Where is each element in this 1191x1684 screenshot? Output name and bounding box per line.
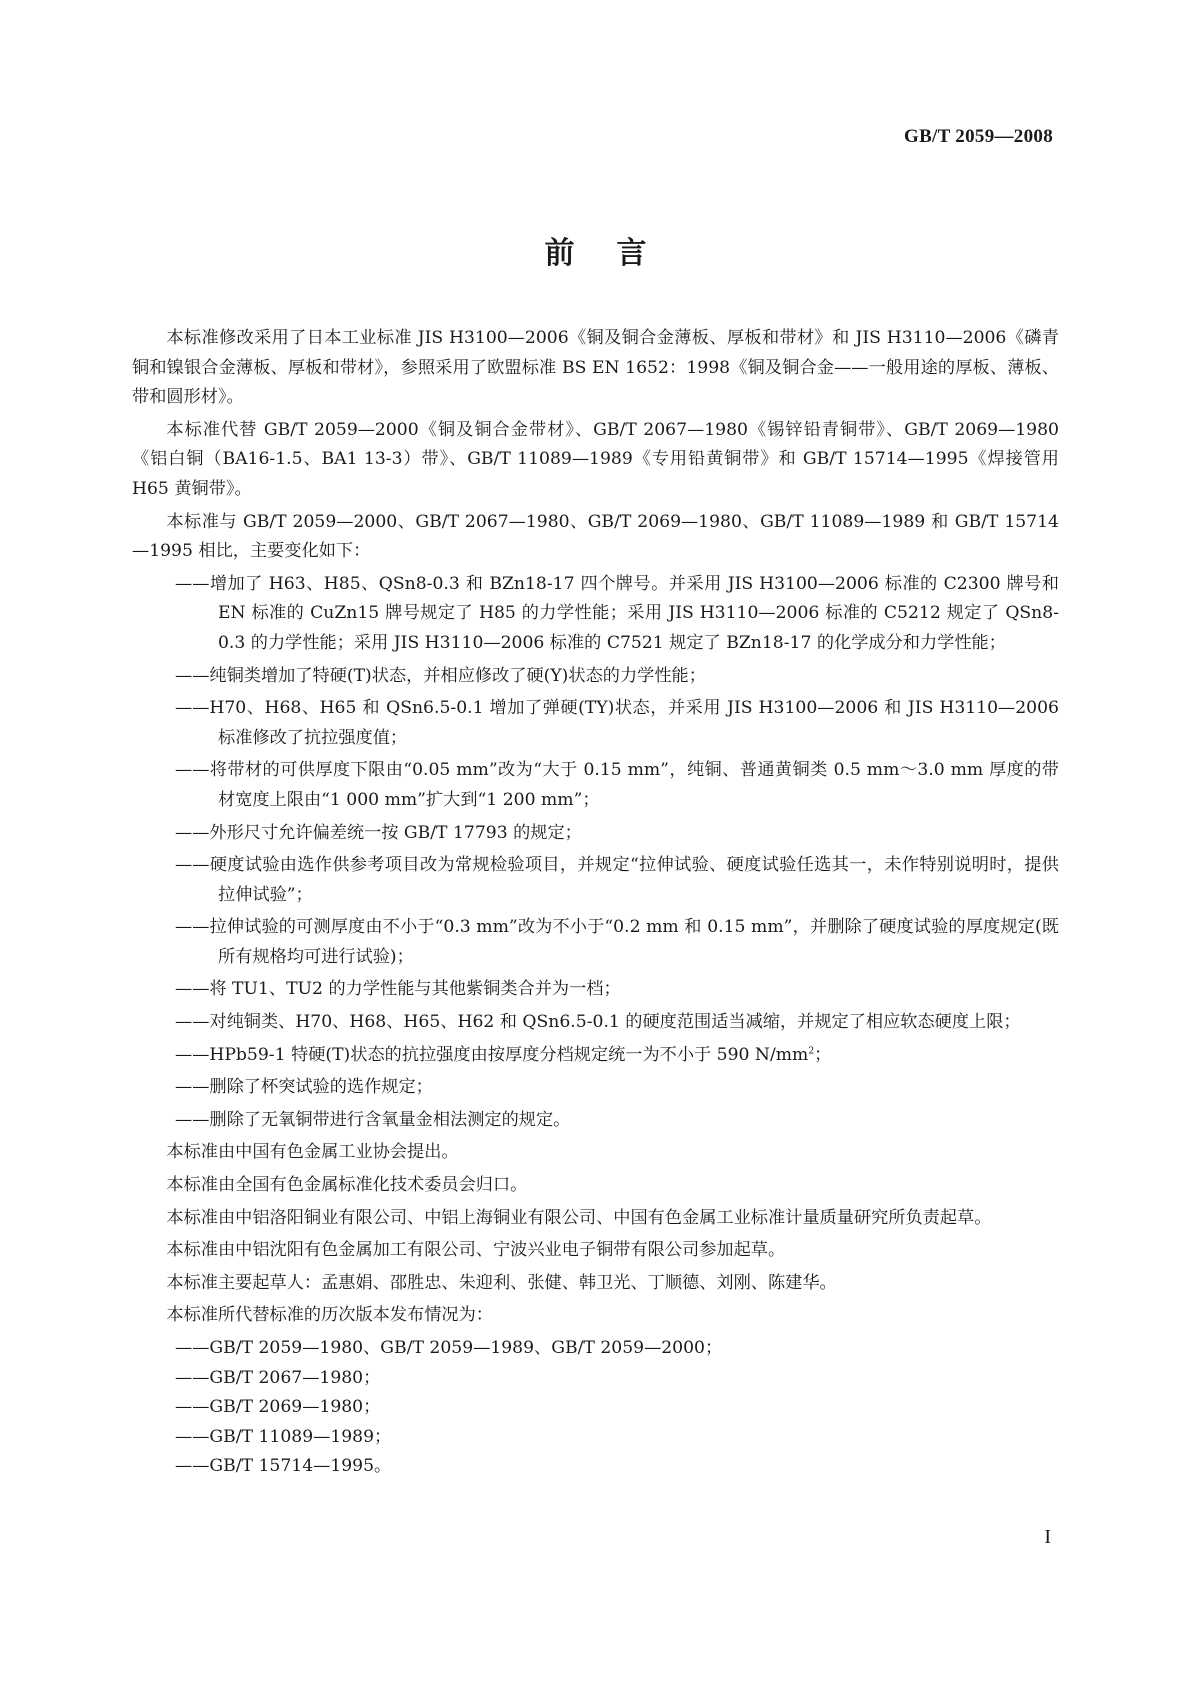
- paragraph-drafters: 本标准由中铝洛阳铜业有限公司、中铝上海铜业有限公司、中国有色金属工业标准计量质量研究所负责起草。: [166, 1207, 992, 1228]
- history-item: ——GB/T 2059—1980、GB/T 2059—1989、GB/T 2059—2000；: [175, 1338, 723, 1358]
- change-item-end: ；: [814, 1044, 832, 1065]
- change-item: ——增加了 H63、H85、QSn8-0.3 和 BZn18-17 四个牌号。并采用 JIS H3100—2006 标准的 C2300 牌号和 EN 标准的 CuZn15 牌号规定了 H85 的力学性能；采用 JIS H3110—2006 标准的 C5212 规定了 QSn8-0.3 的力学性能；采用 JIS H3110—2006 标准的 C7521 规定了 BZn18-17 的化学成分和力学性能；: [175, 573, 1059, 653]
- paragraph-proposer: 本标准由中国有色金属工业协会提出。: [166, 1142, 459, 1163]
- change-item: ——硬度试验由选作供参考项目改为常规检验项目，并规定“拉伸试验、硬度试验任选其一，未作特别说明时，提供拉伸试验”；: [175, 855, 1059, 905]
- paragraph-main-drafters: 本标准主要起草人：孟惠娟、邵胜忠、朱迎利、张健、韩卫光、丁顺德、刘刚、陈建华。: [166, 1272, 837, 1293]
- document-body: [132, 324, 1059, 1482]
- page-number: I: [1044, 1526, 1051, 1548]
- paragraph-history-intro: 本标准所代替标准的历次版本发布情况为：: [166, 1305, 493, 1326]
- history-item: ——GB/T 2067—1980；: [175, 1367, 381, 1388]
- change-item: ——将带材的可供厚度下限由“0.05 mm”改为“大于 0.15 mm”，纯铜、普通黄铜类 0.5 mm～3.0 mm 厚度的带材宽度上限由“1 000 mm”扩大到“1 200 mm”；: [175, 760, 1059, 810]
- change-item: ——对纯铜类、H70、H68、H65、H62 和 QSn6.5-0.1 的硬度范围适当减缩，并规定了相应软态硬度上限；: [175, 1012, 1021, 1033]
- standard-number: GB/T 2059—2008: [903, 126, 1053, 147]
- unit-superscript: 2: [808, 1045, 815, 1056]
- paragraph-committee: 本标准由全国有色金属标准化技术委员会归口。: [166, 1175, 528, 1196]
- change-item: ——将 TU1、TU2 的力学性能与其他紫铜类合并为一档；: [175, 979, 621, 1000]
- change-item: ——纯铜类增加了特硬(T)状态，并相应修改了硬(Y)状态的力学性能；: [175, 665, 706, 686]
- history-item: ——GB/T 15714—1995。: [175, 1456, 392, 1477]
- history-item: ——GB/T 2069—1980；: [175, 1397, 381, 1418]
- paragraph-adoption: 本标准修改采用了日本工业标准 JIS H3100—2006《铜及铜合金薄板、厚板和带材》和 JIS H3110—2006《磷青铜和镍银合金薄板、厚板和带材》，参照采用了欧盟标准 BS EN 1652：1998《铜及铜合金——一般用途的厚板、薄板、带和圆形材》。: [132, 328, 1059, 408]
- change-item-text: ——HPb59-1 特硬(T)状态的抗拉强度由按厚度分档规定统一为不小于 590 N/mm: [175, 1044, 809, 1065]
- change-item: ——H70、H68、H65 和 QSn6.5-0.1 增加了弹硬(TY)状态，并采用 JIS H3100—2006 和 JIS H3110—2006 标准修改了抗拉强度值；: [175, 698, 1059, 748]
- change-item: ——删除了无氧铜带进行含氧量金相法测定的规定。: [175, 1109, 571, 1130]
- history-item: ——GB/T 11089—1989；: [175, 1426, 392, 1447]
- change-item: ——拉伸试验的可测厚度由不小于“0.3 mm”改为不小于“0.2 mm 和 0.15 mm”，并删除了硬度试验的厚度规定(既所有规格均可进行试验)；: [175, 917, 1059, 967]
- paragraph-replacement: 本标准代替 GB/T 2059—2000《铜及铜合金带材》、GB/T 2067—1980《锡锌铅青铜带》、GB/T 2069—1980《铝白铜（BA16-1.5、BA1 13-3）带》、GB/T 11089—1989《专用铅黄铜带》和 GB/T 15714—1995《焊接管用 H65 黄铜带》。: [132, 419, 1059, 499]
- change-item: ——外形尺寸允许偏差统一按 GB/T 17793 的规定；: [175, 822, 582, 843]
- change-item-hpb59: [132, 1041, 1059, 1071]
- paragraph-participants: 本标准由中铝沈阳有色金属加工有限公司、宁波兴业电子铜带有限公司参加起草。: [166, 1240, 786, 1261]
- page-title: 前言: [544, 236, 689, 271]
- paragraph-changes-intro: 本标准与 GB/T 2059—2000、GB/T 2067—1980、GB/T 2069—1980、GB/T 11089—1989 和 GB/T 15714—1995 相比，主要变化如下：: [132, 511, 1059, 562]
- change-item: ——删除了杯突试验的选作规定；: [175, 1077, 433, 1098]
